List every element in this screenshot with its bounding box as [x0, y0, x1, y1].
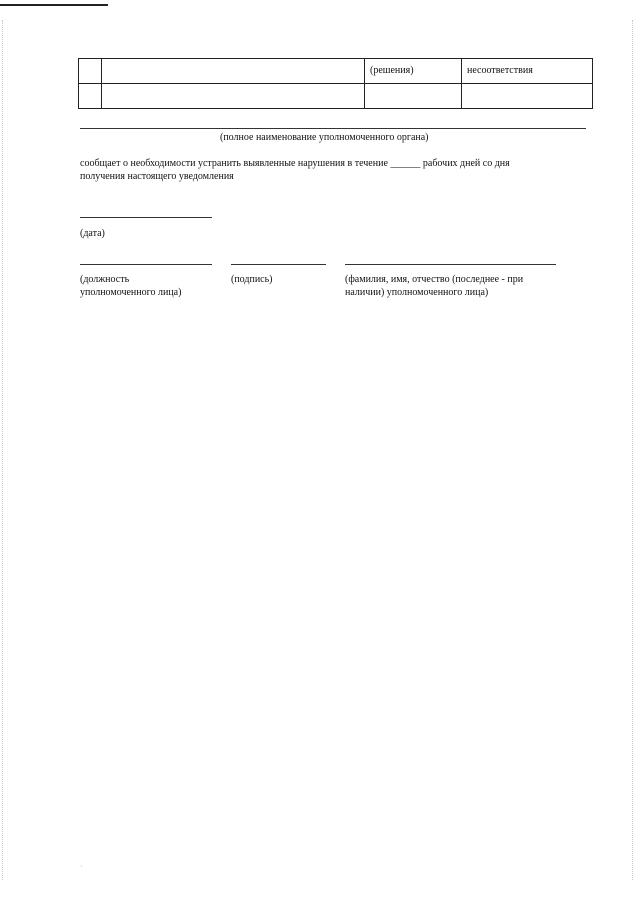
authority-name-line	[80, 128, 586, 129]
scan-right-edge	[632, 20, 633, 880]
position-caption	[80, 273, 181, 299]
table-cell	[102, 84, 365, 109]
signature-caption: (подпись)	[231, 274, 273, 285]
position-caption-line-2: уполномоченного лица)	[80, 287, 182, 298]
scan-left-edge	[2, 20, 3, 880]
table-row	[79, 84, 593, 109]
table-cell	[102, 59, 365, 84]
notice-line-2: получения настоящего уведомления	[80, 171, 234, 182]
scan-top-mark	[0, 4, 108, 6]
authority-caption: (полное наименование уполномоченного органа)	[220, 132, 429, 143]
position-line	[80, 264, 212, 265]
notice-line-1: сообщает о необходимости устранить выявленные нарушения в течение ______ рабочих дней со дня	[80, 158, 510, 169]
position-caption-line-1: (должность	[80, 274, 130, 285]
table-cell	[79, 84, 102, 109]
table-cell	[462, 84, 593, 109]
table-cell	[79, 59, 102, 84]
notice-paragraph	[80, 157, 585, 183]
date-caption: (дата)	[80, 228, 105, 239]
table-cell	[365, 84, 462, 109]
fullname-caption	[345, 273, 560, 299]
document-table	[78, 58, 593, 109]
table-row	[79, 59, 593, 84]
fullname-caption-line-1: (фамилия, имя, отчество (последнее - при	[345, 274, 524, 285]
fullname-line	[345, 264, 556, 265]
table-cell: несоответствия	[462, 59, 593, 84]
scan-speck: ·	[80, 862, 83, 871]
signature-line	[231, 264, 326, 265]
table-cell: (решения)	[365, 59, 462, 84]
fullname-caption-line-2: наличии) уполномоченного лица)	[345, 287, 489, 298]
date-line	[80, 217, 212, 218]
